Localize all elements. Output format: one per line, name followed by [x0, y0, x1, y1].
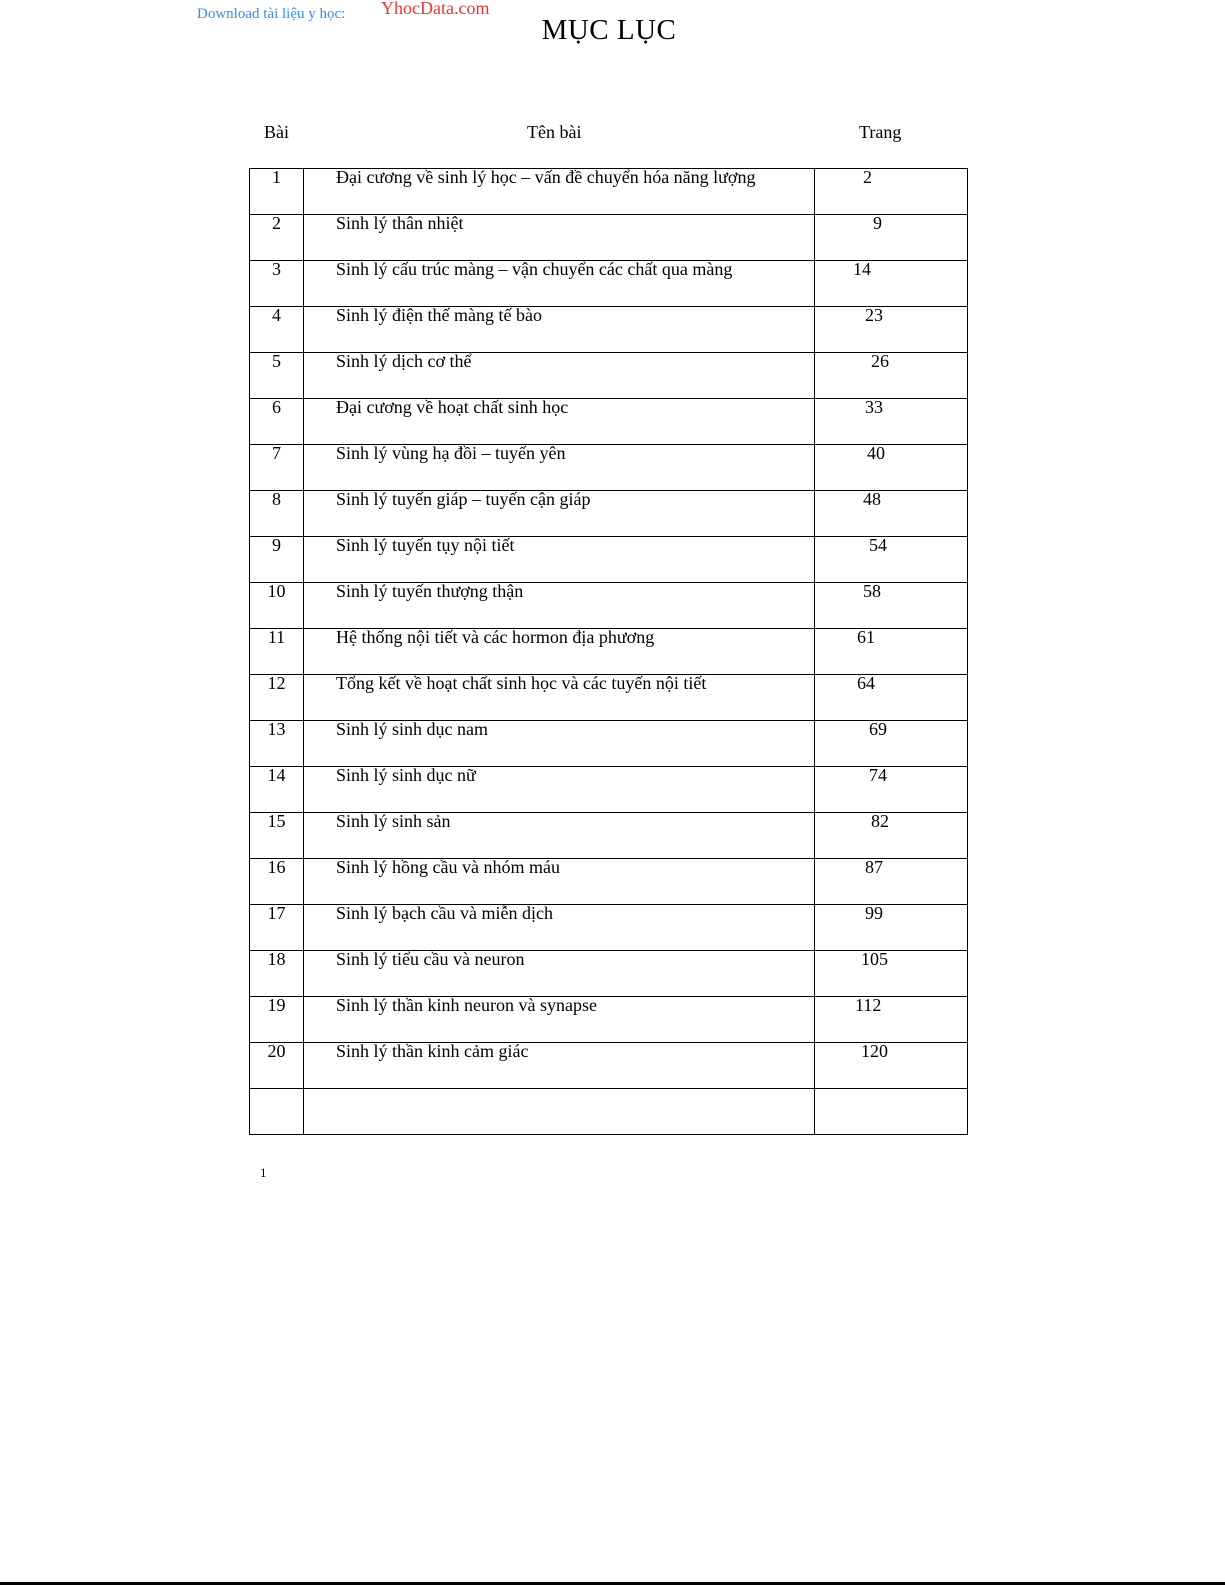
lesson-title-cell [304, 353, 815, 399]
table-row [250, 721, 968, 767]
lesson-number: 12 [267, 673, 286, 693]
table-row [250, 767, 968, 813]
lesson-page: 82 [871, 811, 889, 831]
lesson-number: 19 [267, 995, 286, 1015]
lesson-title: Đại cương về sinh lý học – vấn đề chuyển hóa năng lượng [336, 168, 756, 187]
table-row [250, 261, 968, 307]
lesson-page-cell [815, 583, 968, 629]
lesson-page: 120 [861, 1041, 888, 1061]
lesson-page-cell [815, 307, 968, 353]
page-number: 1 [260, 1165, 267, 1180]
lesson-title-cell [304, 399, 815, 445]
lesson-page-cell [815, 261, 968, 307]
lesson-title: Sinh lý điện thế màng tế bào [336, 306, 542, 325]
lesson-number-cell [250, 951, 304, 997]
lesson-number: 7 [272, 443, 281, 463]
lesson-page-cell [815, 951, 968, 997]
lesson-number-cell [250, 675, 304, 721]
lesson-page-cell [815, 997, 968, 1043]
lesson-number-cell [250, 307, 304, 353]
lesson-number: 9 [272, 535, 281, 555]
table-row [250, 537, 968, 583]
lesson-title: Sinh lý tuyến tụy nội tiết [336, 536, 515, 555]
lesson-page: 9 [873, 213, 882, 233]
download-label: Download tài liệu y học: [197, 6, 346, 22]
lesson-title: Hệ thống nội tiết và các hormon địa phương [336, 628, 655, 647]
lesson-title-cell [304, 905, 815, 951]
lesson-page-cell [815, 813, 968, 859]
lesson-page: 69 [869, 719, 887, 739]
lesson-number: 13 [267, 719, 286, 739]
lesson-title: Sinh lý sinh sản [336, 812, 451, 831]
table-row [250, 1089, 968, 1135]
lesson-page: 54 [869, 535, 887, 555]
lesson-title: Sinh lý sinh dục nam [336, 720, 488, 739]
lesson-number: 1 [272, 167, 281, 187]
table-row [250, 629, 968, 675]
lesson-page-cell [815, 215, 968, 261]
lesson-page-cell [815, 721, 968, 767]
lesson-page: 26 [871, 351, 889, 371]
toc-body [250, 169, 968, 1135]
lesson-number-cell [250, 859, 304, 905]
lesson-number: 20 [267, 1041, 286, 1061]
lesson-page-cell [815, 491, 968, 537]
lesson-title-cell [304, 813, 815, 859]
column-header-page: Trang [859, 122, 902, 142]
lesson-title-cell [304, 859, 815, 905]
table-row [250, 1043, 968, 1089]
table-of-contents [249, 168, 968, 1135]
lesson-number-cell [250, 215, 304, 261]
lesson-page: 64 [857, 673, 875, 693]
lesson-page: 48 [863, 489, 881, 509]
table-row [250, 905, 968, 951]
lesson-number: 5 [272, 351, 281, 371]
lesson-page-cell [815, 537, 968, 583]
lesson-page-cell [815, 675, 968, 721]
page-title: MỤC LỤC [541, 14, 677, 46]
lesson-number-cell [250, 261, 304, 307]
lesson-title-cell [304, 215, 815, 261]
lesson-title-cell [304, 491, 815, 537]
lesson-number-cell [250, 767, 304, 813]
lesson-page-cell [815, 859, 968, 905]
lesson-number: 18 [267, 949, 286, 969]
lesson-number-cell [250, 445, 304, 491]
table-row [250, 491, 968, 537]
table-row [250, 859, 968, 905]
lesson-number-cell [250, 905, 304, 951]
lesson-number-cell [250, 721, 304, 767]
lesson-page: 112 [855, 995, 882, 1015]
lesson-title: Sinh lý tuyến giáp – tuyến cận giáp [336, 490, 591, 509]
lesson-page: 40 [867, 443, 885, 463]
lesson-page: 105 [861, 949, 888, 969]
lesson-title: Sinh lý hồng cầu và nhóm máu [336, 858, 560, 877]
lesson-page-cell [815, 767, 968, 813]
lesson-title-cell [304, 537, 815, 583]
lesson-title: Sinh lý bạch cầu và miễn dịch [336, 904, 553, 923]
lesson-title: Sinh lý vùng hạ đồi – tuyến yên [336, 444, 566, 463]
lesson-number-cell [250, 1089, 304, 1135]
table-row [250, 813, 968, 859]
lesson-title: Sinh lý dịch cơ thể [336, 352, 472, 371]
column-header-name: Tên bài [527, 122, 582, 142]
lesson-number-cell [250, 813, 304, 859]
lesson-title-cell [304, 1089, 815, 1135]
lesson-number: 4 [272, 305, 281, 325]
lesson-number-cell [250, 997, 304, 1043]
lesson-title-cell [304, 675, 815, 721]
lesson-page-cell [815, 445, 968, 491]
lesson-title: Sinh lý thân nhiệt [336, 214, 464, 233]
lesson-page: 14 [853, 259, 871, 279]
table-row [250, 445, 968, 491]
lesson-number: 15 [267, 811, 286, 831]
lesson-page: 2 [863, 167, 872, 187]
lesson-number-cell [250, 491, 304, 537]
lesson-title-cell [304, 997, 815, 1043]
lesson-title-cell [304, 307, 815, 353]
lesson-title-cell [304, 261, 815, 307]
lesson-title: Tổng kết về hoạt chất sinh học và các tuyến nội tiết [336, 674, 707, 693]
lesson-page-cell [815, 353, 968, 399]
lesson-title-cell [304, 1043, 815, 1089]
lesson-page: 61 [857, 627, 875, 647]
lesson-number: 2 [272, 213, 281, 233]
lesson-page: 58 [863, 581, 881, 601]
lesson-page-cell [815, 629, 968, 675]
lesson-number: 10 [267, 581, 286, 601]
lesson-title-cell [304, 951, 815, 997]
lesson-page: 87 [865, 857, 883, 877]
table-row [250, 307, 968, 353]
lesson-page: 23 [865, 305, 883, 325]
lesson-number-cell [250, 1043, 304, 1089]
table-row [250, 675, 968, 721]
lesson-number-cell [250, 537, 304, 583]
lesson-title-cell [304, 445, 815, 491]
lesson-page-cell [815, 905, 968, 951]
table-row [250, 215, 968, 261]
lesson-number: 14 [267, 765, 286, 785]
lesson-title: Sinh lý sinh dục nữ [336, 766, 476, 785]
table-row [250, 583, 968, 629]
lesson-page-cell [815, 1089, 968, 1135]
lesson-number: 3 [272, 259, 281, 279]
lesson-number-cell [250, 399, 304, 445]
table-row [250, 169, 968, 215]
lesson-title-cell [304, 767, 815, 813]
table-row [250, 399, 968, 445]
lesson-number: 6 [272, 397, 281, 417]
table-row [250, 997, 968, 1043]
lesson-number: 8 [272, 489, 281, 509]
lesson-page-cell [815, 169, 968, 215]
lesson-title-cell [304, 169, 815, 215]
lesson-number-cell [250, 169, 304, 215]
lesson-page-cell [815, 1043, 968, 1089]
lesson-title: Sinh lý cấu trúc màng – vận chuyển các chất qua màng [336, 260, 733, 279]
lesson-page: 99 [865, 903, 883, 923]
lesson-number: 11 [267, 627, 286, 647]
lesson-number-cell [250, 583, 304, 629]
lesson-title-cell [304, 583, 815, 629]
lesson-title: Sinh lý tiểu cầu và neuron [336, 950, 525, 969]
lesson-title-cell [304, 629, 815, 675]
site-name-link[interactable]: YhocData.com [381, 0, 490, 18]
lesson-title: Sinh lý thần kinh cảm giác [336, 1042, 529, 1061]
column-header-lesson: Bài [264, 122, 289, 142]
lesson-page: 33 [865, 397, 883, 417]
table-row [250, 353, 968, 399]
lesson-title: Sinh lý thần kinh neuron và synapse [336, 996, 597, 1015]
lesson-number: 17 [267, 903, 286, 923]
table-row [250, 951, 968, 997]
lesson-title-cell [304, 721, 815, 767]
lesson-number: 16 [267, 857, 286, 877]
lesson-title: Đại cương về hoạt chất sinh học [336, 398, 569, 417]
lesson-page: 74 [869, 765, 887, 785]
lesson-number-cell [250, 353, 304, 399]
lesson-page-cell [815, 399, 968, 445]
lesson-title: Sinh lý tuyến thượng thận [336, 582, 524, 601]
lesson-number-cell [250, 629, 304, 675]
